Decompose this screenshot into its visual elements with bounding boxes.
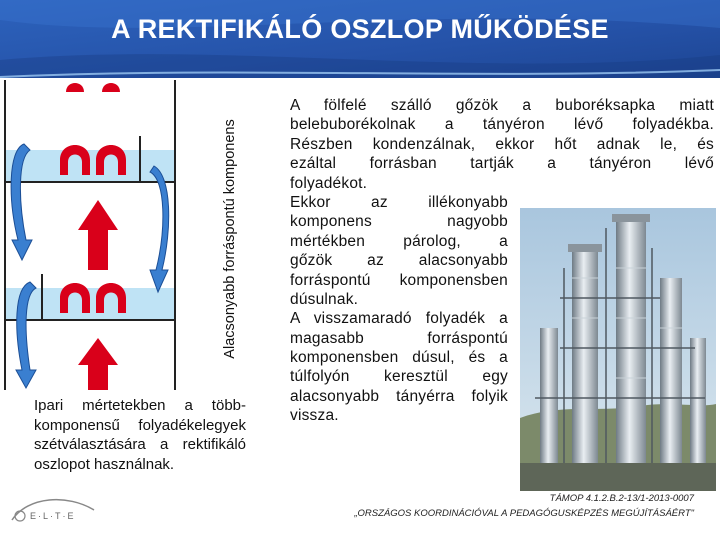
footer-project-title: „ORSZÁGOS KOORDINÁCIÓVAL A PEDAGÓGUSKÉPZÉS MEGÚJÍTÁSÁÉRT": [354, 508, 694, 519]
right-text-line: forráspontú komponensben: [290, 271, 508, 289]
column-diagram: [0, 80, 222, 390]
upper-vapor-arrow: [78, 200, 118, 270]
right-text-line: mértékben párolog, a: [290, 232, 508, 250]
top-bubble-cap-2: [102, 83, 120, 92]
vertical-label-container: [218, 86, 242, 392]
right-text-line: A fölfelé szálló gőzök a buboréksapka miatt: [290, 97, 714, 114]
right-text-line: magasabb forráspontú: [290, 329, 508, 347]
right-text-line: dúsulnak.: [290, 290, 359, 308]
right-text-line: folyadékot.: [290, 174, 368, 192]
header-band: [0, 0, 720, 78]
right-text-line: alacsonyabb tányérra folyik: [290, 387, 508, 405]
right-text-line: vissza.: [290, 407, 339, 425]
page-title: A REKTIFIKÁLÓ OSZLOP MŰKÖDÉSE: [111, 14, 609, 44]
reflux-arrow-right: [150, 166, 169, 292]
footer-project-code: TÁMOP 4.1.2.B.2-13/1-2013-0007: [549, 493, 694, 504]
right-text-line: komponensben dúsul, és a: [290, 349, 508, 367]
right-text-line: belebuborékolnak a tányéron lévő folyadékba.: [290, 116, 714, 134]
right-text-line: A visszamaradó folyadék a: [290, 310, 508, 328]
right-text-line: Ekkor az illékonyabb: [290, 193, 508, 211]
left-description: Ipari mértetekben a több-komponensű folyadékelegyek szétválasztására a rektifikáló oszlopot használnak.: [34, 397, 246, 473]
lower-vapor-arrow: [78, 338, 118, 390]
right-text-line: gőzök az alacsonyabb: [290, 252, 508, 270]
right-text-line: túlfolyón keresztül egy: [290, 368, 508, 386]
elte-logo-text: E·L·T·E: [30, 511, 76, 521]
refinery-photo: [520, 208, 716, 491]
vertical-label: Alacsonyabb forráspontú komponens: [222, 119, 238, 359]
elte-logo-mark: [8, 490, 98, 532]
elte-logo: [8, 490, 98, 537]
right-text-line: komponens nagyobb: [290, 213, 508, 231]
right-text-line: ezáltal forrásban tartják a tányéron lévő: [290, 155, 714, 173]
footer-text: [354, 491, 694, 521]
right-text-line: Részben kondenzálnak, ekkor hőt adnak le, és: [290, 135, 714, 153]
top-bubble-cap-1: [66, 83, 84, 92]
